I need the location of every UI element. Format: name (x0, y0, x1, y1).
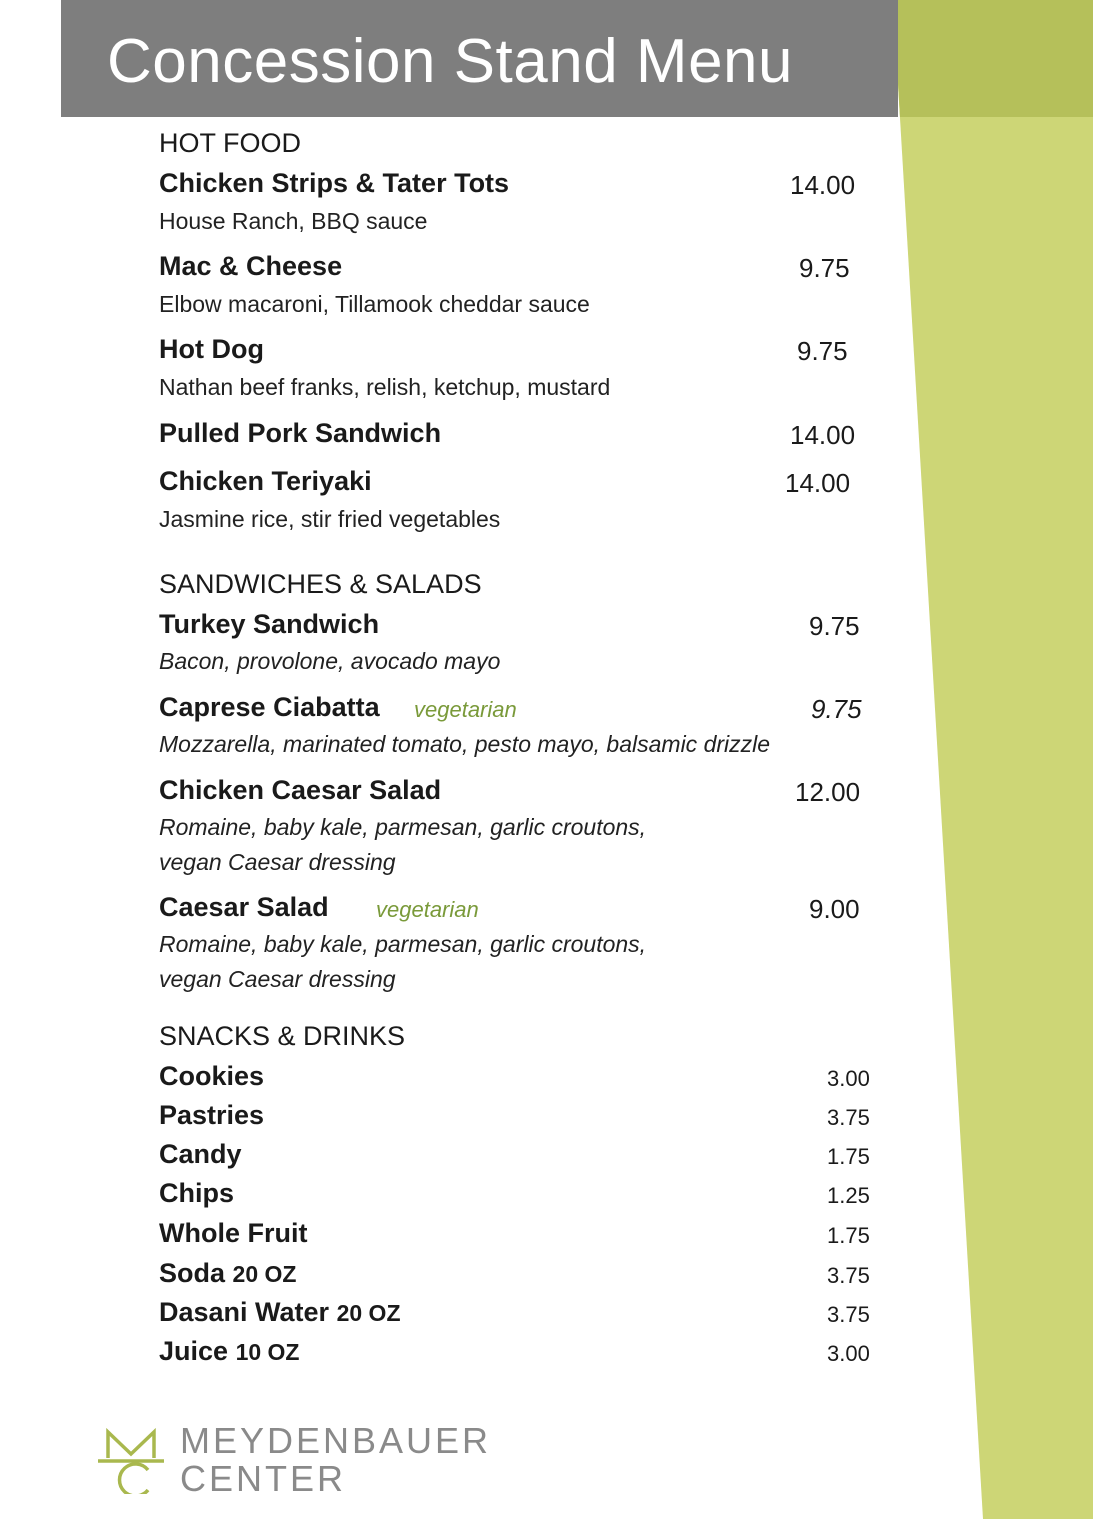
menu-item-price: 9.75 (809, 611, 860, 641)
title-band (61, 0, 898, 117)
menu-item-name (159, 1297, 401, 1328)
menu-item-name-text: Dasani Water (159, 1297, 330, 1327)
menu-item-description: Mozzarella, marinated tomato, pesto mayo, balsamic drizzle (159, 731, 771, 757)
menu-item-name-text: Juice (159, 1336, 229, 1366)
menu-item-price: 9.75 (799, 253, 850, 283)
menu-item-name: Turkey Sandwich (159, 609, 380, 639)
menu-item-description-line2: vegan Caesar dressing (159, 966, 396, 992)
menu-item-name: Chicken Teriyaki (159, 466, 372, 496)
menu-item-description: Nathan beef franks, relish, ketchup, mustard (159, 374, 611, 400)
menu-item-price: 3.00 (827, 1066, 870, 1091)
logo-text-line2: CENTER (180, 1458, 347, 1499)
section-heading-hot-food: HOT FOOD (159, 128, 302, 158)
menu-item-name: Cookies (159, 1061, 265, 1091)
menu-item-name: Chips (159, 1178, 235, 1208)
menu-item-description: Jasmine rice, stir fried vegetables (159, 506, 501, 532)
menu-item-name: Whole Fruit (159, 1218, 308, 1248)
menu-item-name: Caesar Salad (159, 892, 329, 922)
logo-text-line1: MEYDENBAUER (180, 1420, 492, 1461)
menu-item-price: 3.75 (827, 1302, 870, 1327)
menu-item-size: 20 OZ (232, 1261, 297, 1287)
menu-item-price: 14.00 (785, 468, 851, 498)
menu-item-size: 10 OZ (235, 1339, 300, 1365)
menu-item-price: 1.75 (827, 1223, 870, 1248)
menu-item-name: Caprese Ciabatta (159, 692, 380, 722)
menu-item-name: Chicken Strips & Tater Tots (159, 168, 510, 198)
menu-item-price: 3.00 (827, 1341, 870, 1366)
menu-item-price: 9.75 (811, 694, 862, 724)
menu-item-price: 1.25 (827, 1183, 870, 1208)
menu-item-name (159, 1258, 296, 1289)
menu-item-price: 12.00 (795, 777, 861, 807)
menu-item-name: Hot Dog (159, 334, 264, 364)
vegetarian-tag: vegetarian (414, 697, 517, 722)
menu-item-name: Pastries (159, 1100, 265, 1130)
menu-item-description: Elbow macaroni, Tillamook cheddar sauce (159, 291, 590, 317)
menu-item-price: 3.75 (827, 1105, 870, 1130)
menu-item-size: 20 OZ (336, 1300, 401, 1326)
section-heading-sandwiches-salads: SANDWICHES & SALADS (159, 569, 482, 599)
page-title: Concession Stand Menu (107, 27, 794, 96)
menu-item-name: Pulled Pork Sandwich (159, 418, 442, 448)
menu-item-price: 9.00 (809, 894, 860, 924)
vegetarian-tag: vegetarian (376, 897, 479, 922)
menu-item-price: 14.00 (790, 170, 856, 200)
menu-item-price: 3.75 (827, 1263, 870, 1288)
meydenbauer-logo-icon (98, 1428, 164, 1494)
menu-item-name: Candy (159, 1139, 242, 1169)
section-heading-snacks-drinks: SNACKS & DRINKS (159, 1021, 406, 1051)
menu-item-price: 14.00 (790, 420, 856, 450)
menu-item-name (159, 1336, 299, 1367)
menu-item-description-line2: vegan Caesar dressing (159, 849, 396, 875)
menu-item-price: 9.75 (797, 336, 848, 366)
menu-item-description: Bacon, provolone, avocado mayo (159, 648, 501, 674)
menu-item-name: Mac & Cheese (159, 251, 343, 281)
menu-item-name-text: Soda (159, 1258, 226, 1288)
menu-item-description: House Ranch, BBQ sauce (159, 208, 428, 234)
menu-item-description-line1: Romaine, baby kale, parmesan, garlic croutons, (159, 931, 647, 957)
menu-item-price: 1.75 (827, 1144, 870, 1169)
menu-item-description-line1: Romaine, baby kale, parmesan, garlic croutons, (159, 814, 647, 840)
menu-item-name: Chicken Caesar Salad (159, 775, 442, 805)
